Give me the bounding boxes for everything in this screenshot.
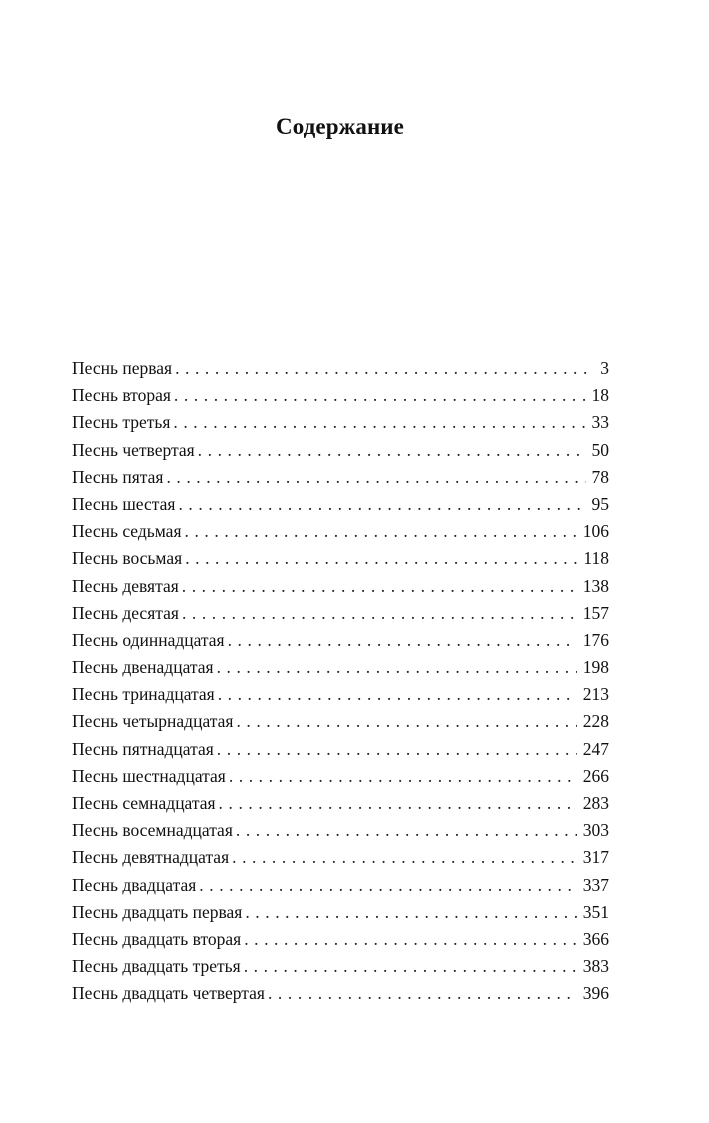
toc-entry-label: Песнь двадцать четвертая [72, 983, 265, 1004]
toc-entry [72, 872, 609, 899]
page-title: Содержание [276, 114, 404, 139]
toc-entry-label: Песнь одиннадцатая [72, 629, 225, 650]
toc-entry [72, 600, 609, 627]
toc-entry [72, 926, 609, 953]
dot-leader [174, 382, 586, 409]
toc-entry-label: Песнь четырнадцатая [72, 711, 234, 732]
toc-entry-label: Песнь девятнадцатая [72, 847, 230, 868]
toc-page-number: 106 [582, 521, 609, 542]
toc-entry [72, 953, 609, 980]
dot-leader [219, 790, 577, 817]
dot-leader [185, 518, 577, 545]
toc-page-number: 396 [582, 983, 609, 1004]
toc-entry-label: Песнь вторая [72, 385, 171, 406]
toc-page-number: 351 [582, 901, 609, 922]
toc-entry [72, 654, 609, 681]
dot-leader [217, 736, 577, 763]
toc-page-number: 228 [582, 711, 609, 732]
toc-page-number: 213 [582, 684, 609, 705]
toc-page-number: 78 [591, 466, 609, 487]
toc-page-number: 118 [583, 548, 609, 569]
toc-entry [72, 817, 609, 844]
toc-entry [72, 545, 609, 572]
toc-entry [72, 790, 609, 817]
dot-leader [166, 464, 585, 491]
toc-entry-label: Песнь седьмая [72, 521, 182, 542]
toc-entry [72, 681, 609, 708]
toc-entry [72, 437, 609, 464]
toc-entry-label: Песнь пятая [72, 466, 164, 487]
dot-leader [173, 409, 585, 436]
dot-leader [236, 708, 576, 735]
dot-leader [244, 953, 577, 980]
toc-entry-label: Песнь девятая [72, 575, 179, 596]
toc-entry-label: Песнь первая [72, 358, 173, 378]
dot-leader [232, 844, 577, 871]
toc-page-number: 95 [591, 493, 609, 514]
toc-entry-label: Песнь третья [72, 412, 171, 433]
toc-entry [72, 355, 609, 382]
toc-entry [72, 518, 609, 545]
dot-leader [182, 573, 577, 600]
toc-entry-label: Песнь четвертая [72, 439, 195, 460]
toc-entry-label: Песнь двадцать третья [72, 956, 241, 977]
toc-entry-label: Песнь десятая [72, 602, 179, 623]
toc-page-number: 366 [582, 928, 609, 949]
toc-page-number: 18 [591, 385, 609, 406]
toc-page-number: 3 [600, 358, 609, 378]
toc-entry-label: Песнь тринадцатая [72, 684, 215, 705]
toc-page-number: 50 [591, 439, 609, 460]
toc-entry-label: Песнь двенадцатая [72, 657, 214, 678]
toc-entry-label: Песнь шестнадцатая [72, 765, 226, 786]
toc-entry [72, 464, 609, 491]
toc-entry [72, 382, 609, 409]
dot-leader [175, 355, 591, 382]
toc-page-number: 303 [582, 820, 609, 841]
dot-leader [185, 545, 577, 572]
toc-page-number: 317 [582, 847, 609, 868]
toc-page-number: 337 [582, 874, 609, 895]
toc-page-number: 266 [582, 765, 609, 786]
dot-leader [268, 980, 577, 1007]
toc-entry-label: Песнь двадцатая [72, 874, 197, 895]
toc-page-number: 247 [582, 738, 609, 759]
toc-page-number: 383 [582, 956, 609, 977]
toc-entry [72, 980, 609, 1007]
dot-leader [228, 627, 577, 654]
dot-leader [236, 817, 577, 844]
dot-leader [217, 654, 577, 681]
toc-page-number: 198 [582, 657, 609, 678]
table-of-contents [72, 355, 609, 1008]
toc-entry-label: Песнь семнадцатая [72, 793, 216, 813]
toc-entry [72, 627, 609, 654]
toc-entry-label: Песнь двадцать первая [72, 901, 243, 922]
toc-page-number: 176 [582, 629, 609, 650]
toc-page-number: 157 [582, 602, 609, 623]
toc-entry [72, 763, 609, 790]
toc-entry [72, 899, 609, 926]
toc-entry [72, 844, 609, 871]
dot-leader [178, 491, 585, 518]
dot-leader [218, 681, 577, 708]
toc-entry [72, 491, 609, 518]
toc-page-number: 33 [591, 412, 609, 433]
toc-entry-label: Песнь восемнадцатая [72, 820, 233, 841]
toc-entry-label: Песнь восьмая [72, 548, 183, 569]
toc-page-number: 283 [582, 793, 609, 813]
toc-entry-label: Песнь пятнадцатая [72, 738, 214, 759]
dot-leader [229, 763, 577, 790]
toc-entry [72, 708, 609, 735]
toc-entry [72, 409, 609, 436]
toc-page-number: 138 [582, 575, 609, 596]
toc-entry [72, 573, 609, 600]
dot-leader [198, 437, 586, 464]
dot-leader [199, 872, 576, 899]
dot-leader [244, 926, 577, 953]
toc-entry-label: Песнь двадцать вторая [72, 928, 242, 949]
toc-entry-label: Песнь шестая [72, 493, 176, 514]
dot-leader [182, 600, 577, 627]
dot-leader [245, 899, 576, 926]
toc-entry [72, 736, 609, 763]
